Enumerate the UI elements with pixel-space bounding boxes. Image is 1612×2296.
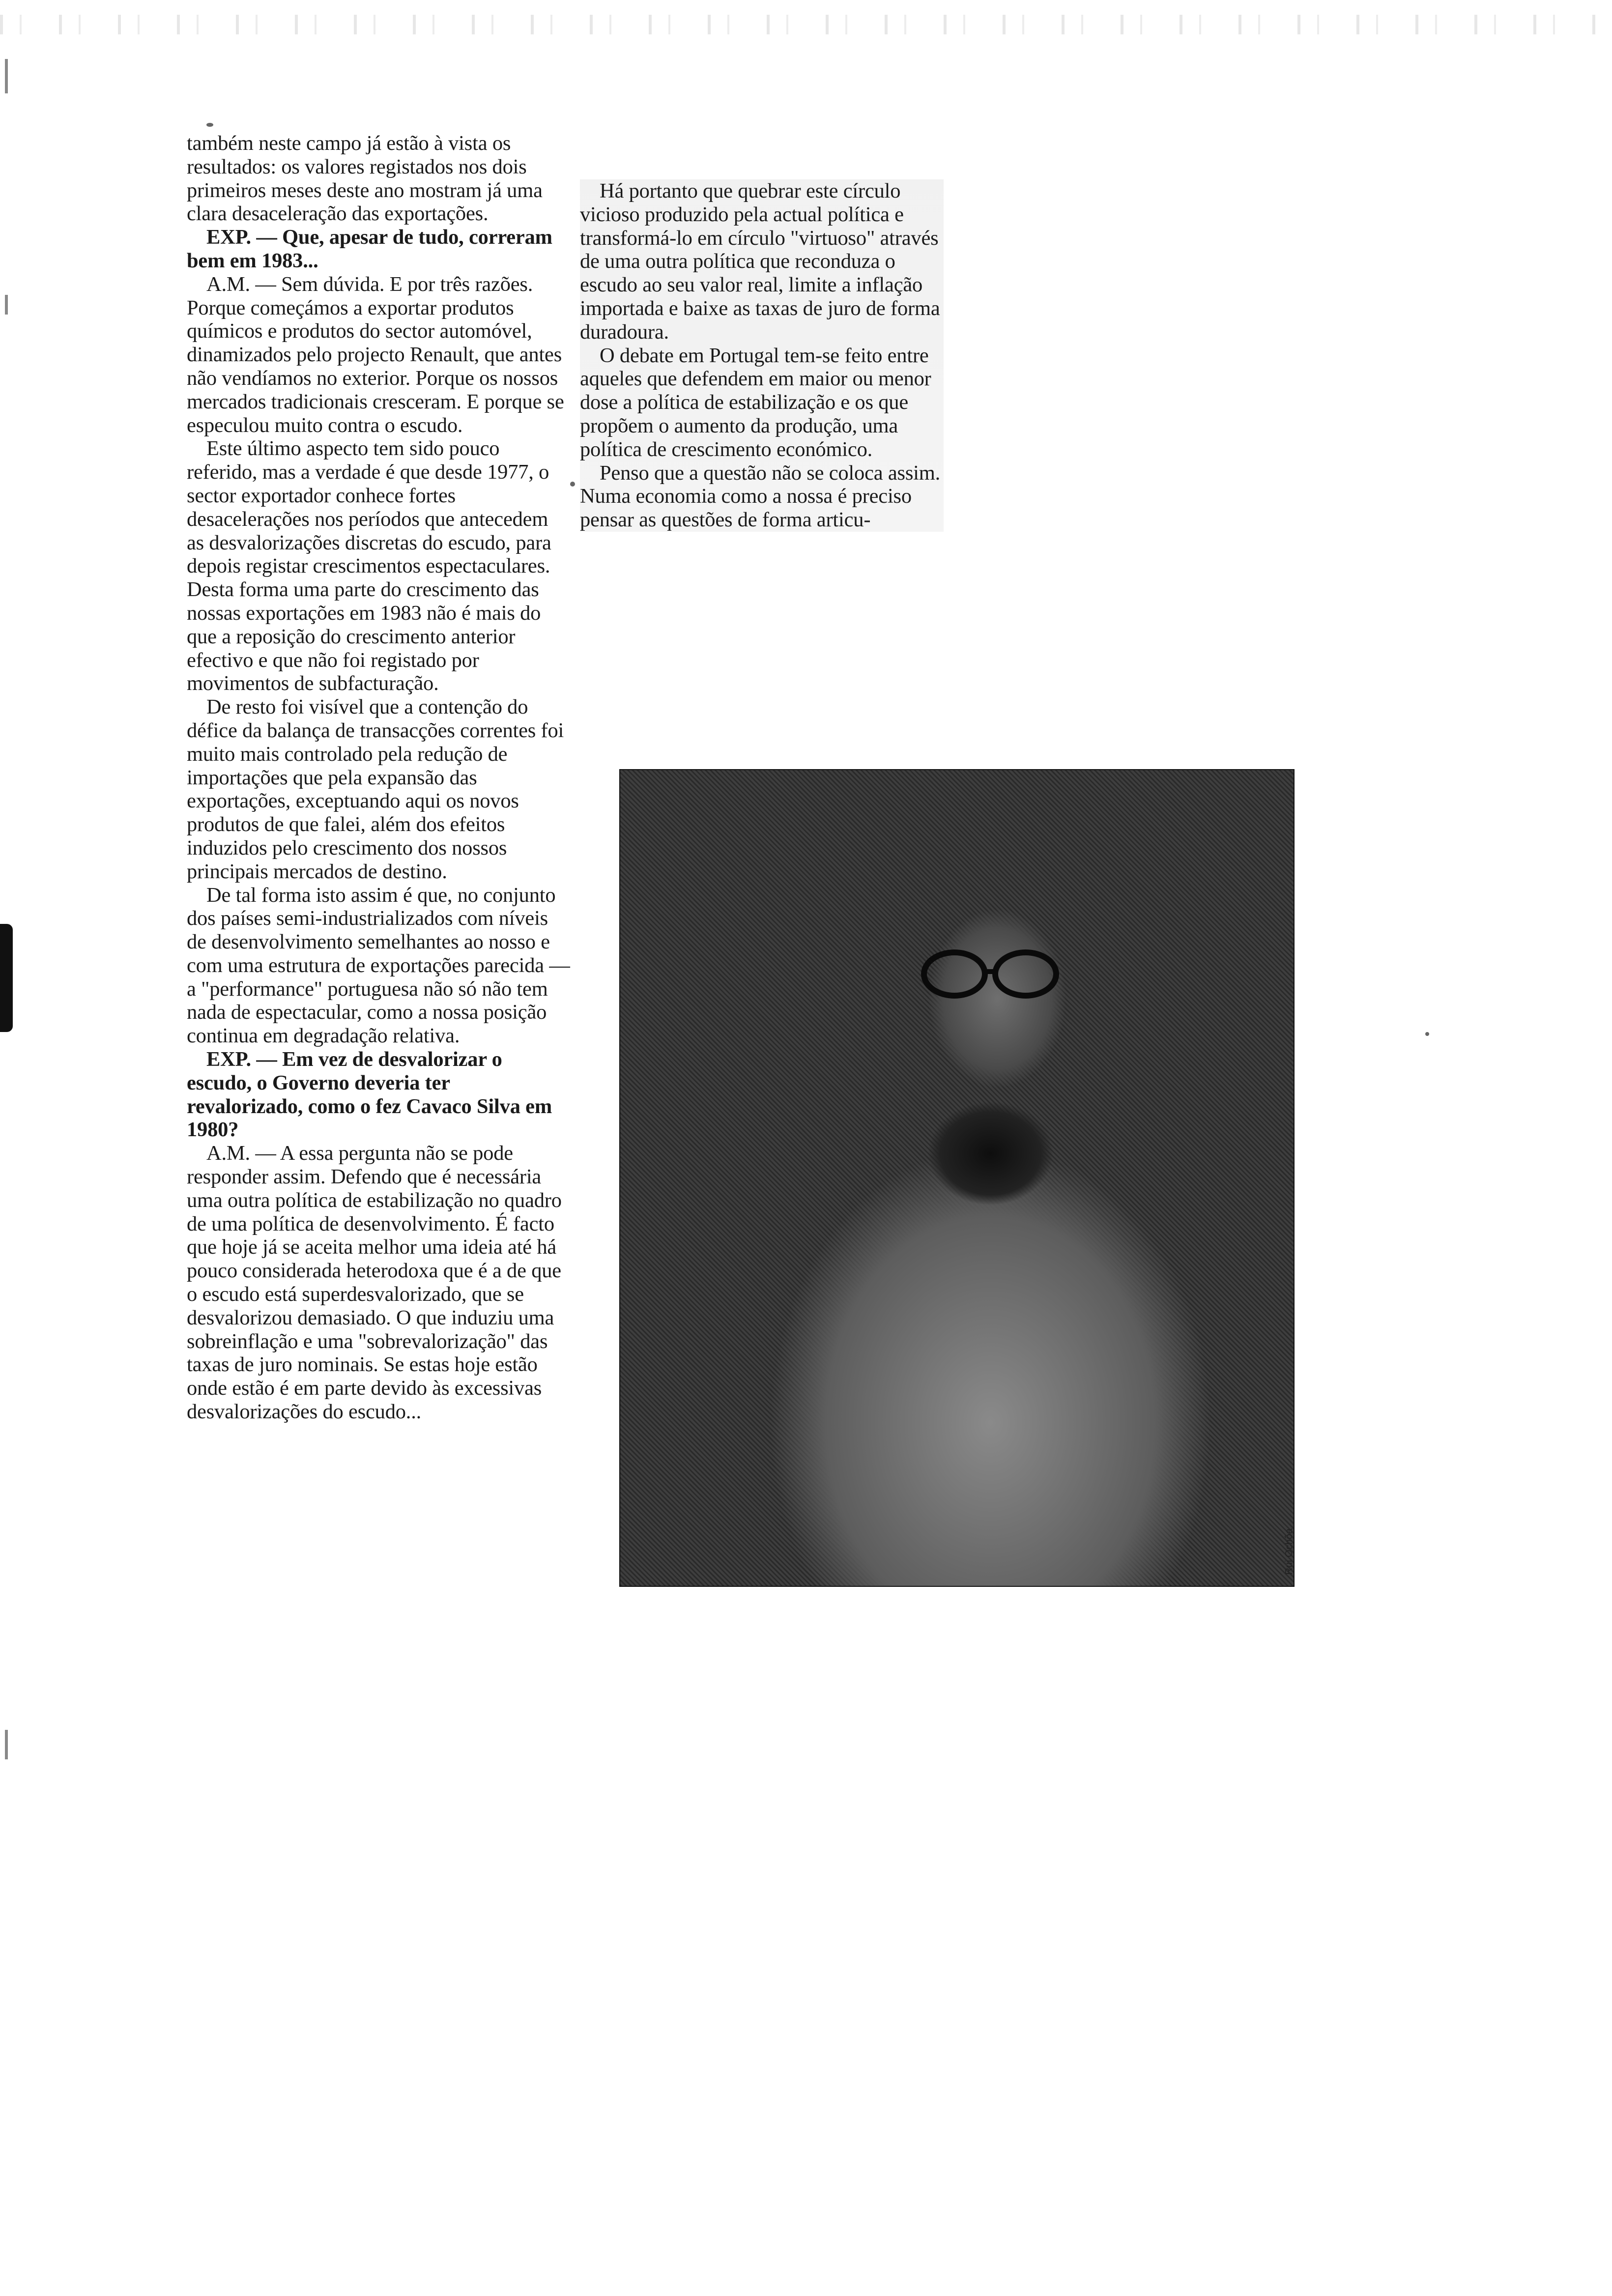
paragraph: Este último aspecto tem sido pouco referido, mas a verdade é que desde 1977, o sector exportador conhece fortes desacelerações nos períodos que antecedem as desvalorizações discretas do escudo, para depois registar crescimentos espectaculares. Desta forma uma parte do crescimento das nossas exportações em 1983 não é mais do que a reposição do crescimento anterior efectivo e que não foi registado por movimentos de subfacturação.: [187, 437, 551, 695]
interviewee-answer: A.M. — A essa pergunta não se pode responder assim. Defendo que é necessária uma outra política de estabilização no quadro de uma política de desenvolvimento. É facto que hoje já se aceita melhor uma ideia até há pouco considerada heterodoxa que é a de que o escudo está superdesvalorizado, que se desvalorizou demasiado. O que induziu uma sobreinflação e uma "sobrevalorização" das taxas de juro nominais. Se estas hoje estão onde estão é em parte devido às excessivas desvalorizações do escudo...: [187, 1142, 562, 1424]
scan-edge-mark: [5, 59, 8, 93]
article-left-column: [187, 132, 570, 1424]
scan-speck: [1425, 1032, 1429, 1036]
interviewee-photo: [619, 769, 1295, 1587]
paragraph: Penso que a questão não se coloca assim. Numa economia como a nossa é preciso pensar as questões de forma articu-: [580, 461, 941, 532]
scan-edge-mark: [5, 1730, 8, 1759]
interviewer-question: EXP. — Em vez de desvalorizar o escudo, o Governo deveria ter revalorizado, como o fez Cavaco Silva em 1980?: [187, 1048, 552, 1142]
paragraph: também neste campo já estão à vista os resultados: os valores registados nos dois primeiros meses deste ano mostram já uma clara desaceleração das exportações.: [187, 132, 543, 226]
interviewee-answer: A.M. — Sem dúvida. E por três razões. Porque começámos a exportar produtos químicos e produtos do sector automóvel, dinamizados pelo projecto Renault, que antes não vendíamos no exterior. Porque os nossos mercados tradicionais cresceram. E porque se especulou muito contra o escudo.: [187, 272, 564, 437]
paragraph: De resto foi visível que a contenção do défice da balança de transacções correntes foi muito mais controlado pela redução de importações que pela expansão das exportações, exceptuando aqui os novos produtos de que falei, além dos efeitos induzidos pelo crescimento dos nossos principais mercados de destino.: [187, 695, 564, 883]
photo-credit: Rui Ochôa: [1284, 1528, 1295, 1575]
scan-speck: [570, 482, 575, 487]
paragraph: De tal forma isto assim é que, no conjunto dos países semi-industrializados com níveis de desenvolvimento semelhantes ao nosso e com uma estrutura de exportações parecida — a "performance" portuguesa não só não tem nada de espectacular, como a nossa posição continua em degradação relativa.: [187, 883, 570, 1048]
article-right-column: [580, 179, 944, 532]
glasses-shape: [920, 947, 1063, 1001]
scan-speck: [206, 123, 213, 127]
interviewer-question: EXP. — Que, apesar de tudo, correram bem em 1983...: [187, 226, 552, 272]
paragraph: Há portanto que quebrar este círculo vicioso produzido pela actual política e transformá-lo em círculo "virtuoso" através de uma outra política que reconduza o escudo ao seu valor real, limite a inflação importada e baixe as taxas de juro de forma duradoura.: [580, 179, 940, 344]
paragraph: O debate em Portugal tem-se feito entre aqueles que defendem em maior ou menor dose a política de estabilização e os que propõem o aumento da produção, uma política de crescimento económico.: [580, 344, 931, 461]
scan-edge-mark: [5, 295, 8, 315]
scan-noise-top: [0, 15, 1612, 34]
scan-edge-left: [0, 924, 13, 1032]
